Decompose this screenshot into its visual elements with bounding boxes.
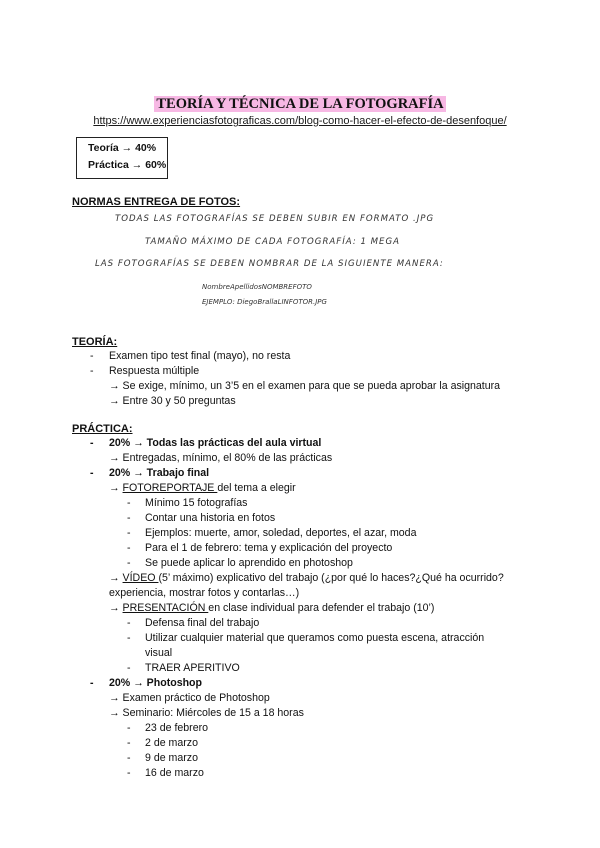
weight-practica: Práctica → 60% — [88, 159, 167, 171]
bullet: - — [127, 737, 131, 749]
normas-line-1: TODAS LAS FOTOGRAFÍAS SE DEBEN SUBIR EN FORMATO .JPG — [115, 214, 435, 224]
video-text: (5’ máximo) explicativo del trabajo (¿por qué lo haces?¿Qué ha ocurrido? — [158, 572, 504, 584]
arrow: → — [109, 482, 123, 494]
bullet: - — [127, 722, 131, 734]
practica-item-3: 20% → Photoshop — [109, 677, 202, 689]
bullet: - — [127, 752, 131, 764]
presentacion-item-1: Defensa final del trabajo — [145, 617, 260, 629]
bullet: - — [90, 437, 94, 449]
fotoreportaje-item-5: Se puede aplicar lo aprendido en photoshop — [145, 557, 353, 569]
bullet: - — [127, 662, 131, 674]
normas-line-4: NombreApellidosNOMBREFOTO — [202, 283, 312, 291]
teoria-sub-2: → Entre 30 y 50 preguntas — [109, 395, 236, 407]
practica-item-1: 20% → Todas las prácticas del aula virtual — [109, 437, 322, 449]
bullet: - — [127, 557, 131, 569]
presentacion-line — [109, 602, 434, 614]
teoria-item-2: Respuesta múltiple — [109, 365, 200, 377]
grade-weights-box — [76, 137, 168, 179]
bullet: - — [127, 767, 131, 779]
practica-heading: PRÁCTICA: — [72, 423, 133, 435]
presentacion-item-2: Utilizar cualquier material que queramos como puesta escena, atracción — [145, 632, 485, 644]
normas-heading: NORMAS ENTREGA DE FOTOS: — [72, 196, 241, 208]
bullet: - — [127, 632, 131, 644]
fotoreportaje-text: del tema a elegir — [217, 482, 296, 494]
photoshop-sub-1: → Examen práctico de Photoshop — [109, 692, 270, 704]
arrow: → — [109, 602, 123, 614]
bullet: - — [90, 467, 94, 479]
presentacion-item-2-cont: visual — [145, 647, 173, 659]
practica-item-1-sub: → Entregadas, mínimo, el 80% de las prácticas — [109, 452, 333, 464]
fotoreportaje-line — [109, 482, 296, 494]
fotoreportaje-item-3: Ejemplos: muerte, amor, soledad, deportes, el azar, moda — [145, 527, 417, 539]
reference-link[interactable]: https://www.experienciasfotograficas.com/blog-como-hacer-el-efecto-de-desenfoque/ — [93, 115, 507, 127]
fecha-4: 16 de marzo — [145, 767, 204, 779]
fotoreportaje-item-2: Contar una historia en fotos — [145, 512, 276, 524]
teoria-heading: TEORÍA: — [72, 336, 118, 348]
bullet: - — [127, 497, 131, 509]
fecha-3: 9 de marzo — [145, 752, 198, 764]
normas-line-3: LAS FOTOGRAFÍAS SE DEBEN NOMBRAR DE LA SIGUIENTE MANERA: — [95, 259, 444, 269]
presentacion-item-3: TRAER APERITIVO — [145, 662, 240, 674]
teoria-sub-1: → Se exige, mínimo, un 3’5 en el examen para que se pueda aprobar la asignatura — [109, 380, 501, 392]
bullet: - — [127, 617, 131, 629]
normas-line-2: TAMAÑO MÁXIMO DE CADA FOTOGRAFÍA: 1 MEGA — [145, 237, 401, 247]
fotoreportaje-item-4: Para el 1 de febrero: tema y explicación del proyecto — [145, 542, 393, 554]
video-line — [109, 572, 504, 584]
bullet: - — [127, 512, 131, 524]
arrow: → — [109, 572, 123, 584]
fecha-1: 23 de febrero — [145, 722, 209, 734]
fotoreportaje-label: FOTOREPORTAJE — [122, 482, 218, 494]
video-line-2: experiencia, mostrar fotos y contarlas…) — [109, 587, 300, 599]
bullet: - — [90, 365, 94, 377]
normas-line-5: EJEMPLO: DiegoBrallaLINFOTOR.JPG — [202, 298, 327, 306]
fecha-2: 2 de marzo — [145, 737, 198, 749]
photoshop-sub-2: → Seminario: Miércoles de 15 a 18 horas — [109, 707, 304, 719]
bullet: - — [127, 527, 131, 539]
presentacion-label: PRESENTACIÓN — [122, 602, 209, 614]
bullet: - — [127, 542, 131, 554]
fotoreportaje-item-1: Mínimo 15 fotografías — [145, 497, 248, 509]
video-label: VÍDEO — [122, 572, 159, 584]
teoria-item-1: Examen tipo test final (mayo), no resta — [109, 350, 291, 362]
document-title: TEORÍA Y TÉCNICA DE LA FOTOGRAFÍA — [156, 96, 444, 112]
weight-teoria: Teoría → 40% — [88, 142, 157, 154]
bullet: - — [90, 350, 94, 362]
presentacion-text: en clase individual para defender el trabajo (10’) — [208, 602, 435, 614]
practica-item-2: 20% → Trabajo final — [109, 467, 210, 479]
bullet: - — [90, 677, 94, 689]
